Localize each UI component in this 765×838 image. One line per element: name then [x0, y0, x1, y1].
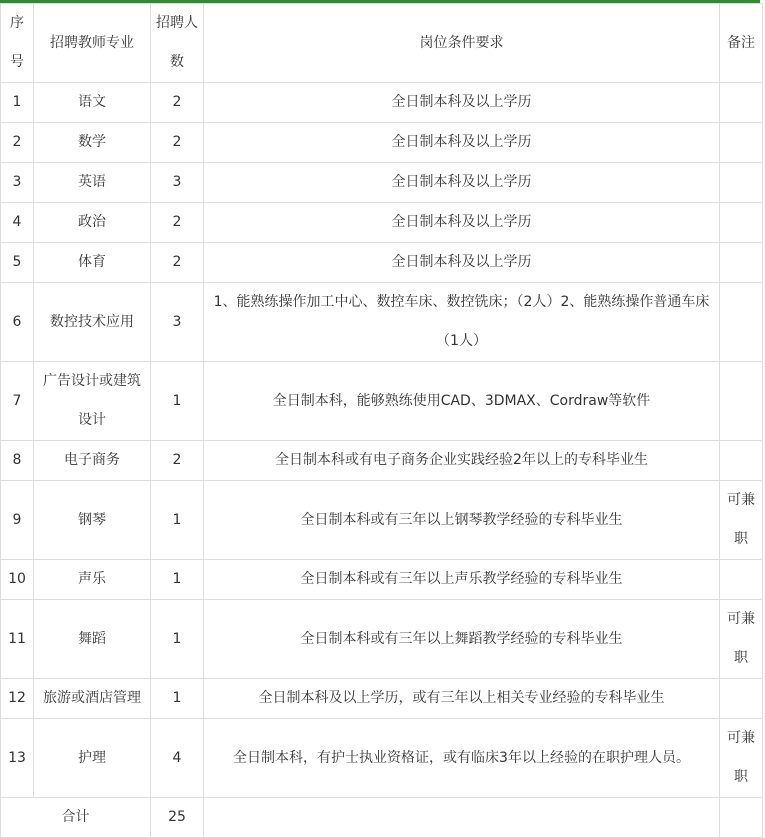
cell-count: 1 — [151, 679, 204, 719]
cell-requirements: 全日制本科及以上学历 — [204, 123, 720, 163]
table-row — [1, 481, 763, 560]
cell-count: 2 — [151, 123, 204, 163]
cell-count: 1 — [151, 481, 204, 560]
cell-requirements: 全日制本科或有三年以上声乐教学经验的专科毕业生 — [204, 560, 720, 600]
cell-requirements: 全日制本科及以上学历 — [204, 83, 720, 123]
cell-note — [720, 123, 763, 163]
cell-major: 电子商务 — [34, 441, 151, 481]
table-row — [1, 163, 763, 203]
cell-count: 3 — [151, 163, 204, 203]
cell-requirements: 全日制本科或有三年以上钢琴教学经验的专科毕业生 — [204, 481, 720, 560]
cell-note — [720, 83, 763, 123]
table-row — [1, 243, 763, 283]
cell-count: 2 — [151, 203, 204, 243]
table-row — [1, 203, 763, 243]
cell-major: 舞蹈 — [34, 600, 151, 679]
cell-no: 8 — [1, 441, 34, 481]
cell-major: 体育 — [34, 243, 151, 283]
cell-major: 英语 — [34, 163, 151, 203]
cell-no: 3 — [1, 163, 34, 203]
cell-note — [720, 560, 763, 600]
cell-no: 7 — [1, 362, 34, 441]
cell-note — [720, 243, 763, 283]
cell-no: 4 — [1, 203, 34, 243]
cell-major: 数控技术应用 — [34, 283, 151, 362]
cell-note — [720, 679, 763, 719]
cell-note — [720, 163, 763, 203]
header-major: 招聘教师专业 — [34, 4, 151, 83]
total-count: 25 — [151, 798, 204, 838]
table-row — [1, 441, 763, 481]
table-row — [1, 560, 763, 600]
cell-no: 10 — [1, 560, 34, 600]
cell-count: 2 — [151, 441, 204, 481]
table-row — [1, 283, 763, 362]
header-count: 招聘人数 — [151, 4, 204, 83]
table-row — [1, 123, 763, 163]
table-row — [1, 600, 763, 679]
total-label: 合计 — [1, 798, 151, 838]
cell-requirements: 全日制本科及以上学历 — [204, 203, 720, 243]
cell-major: 数学 — [34, 123, 151, 163]
cell-major: 语文 — [34, 83, 151, 123]
cell-count: 1 — [151, 362, 204, 441]
cell-requirements: 全日制本科，有护士执业资格证，或有临床3年以上经验的在职护理人员。 — [204, 719, 720, 798]
cell-major: 钢琴 — [34, 481, 151, 560]
cell-major: 广告设计或建筑设计 — [34, 362, 151, 441]
cell-no: 2 — [1, 123, 34, 163]
cell-no: 9 — [1, 481, 34, 560]
cell-major: 政治 — [34, 203, 151, 243]
cell-note: 可兼职 — [720, 600, 763, 679]
cell-count: 3 — [151, 283, 204, 362]
cell-no: 12 — [1, 679, 34, 719]
recruitment-table — [0, 3, 763, 838]
table-row — [1, 83, 763, 123]
header-requirements: 岗位条件要求 — [204, 4, 720, 83]
cell-no: 11 — [1, 600, 34, 679]
cell-no: 13 — [1, 719, 34, 798]
cell-no: 1 — [1, 83, 34, 123]
cell-requirements: 全日制本科及以上学历 — [204, 243, 720, 283]
table-header-row — [1, 4, 763, 83]
cell-requirements: 全日制本科，能够熟练使用CAD、3DMAX、Cordraw等软件 — [204, 362, 720, 441]
cell-requirements: 全日制本科及以上学历，或有三年以上相关专业经验的专科毕业生 — [204, 679, 720, 719]
cell-no: 6 — [1, 283, 34, 362]
cell-count: 4 — [151, 719, 204, 798]
table-row — [1, 719, 763, 798]
table-row — [1, 362, 763, 441]
cell-note: 可兼职 — [720, 481, 763, 560]
header-no: 序号 — [1, 4, 34, 83]
cell-note — [720, 362, 763, 441]
cell-note — [720, 203, 763, 243]
cell-major: 护理 — [34, 719, 151, 798]
cell-note: 可兼职 — [720, 719, 763, 798]
cell-major: 声乐 — [34, 560, 151, 600]
cell-count: 1 — [151, 560, 204, 600]
cell-no: 5 — [1, 243, 34, 283]
header-note: 备注 — [720, 4, 763, 83]
cell-note — [720, 283, 763, 362]
table-row — [1, 679, 763, 719]
cell-count: 1 — [151, 600, 204, 679]
cell-count: 2 — [151, 83, 204, 123]
cell-requirements: 全日制本科及以上学历 — [204, 163, 720, 203]
cell-requirements: 全日制本科或有电子商务企业实践经验2年以上的专科毕业生 — [204, 441, 720, 481]
cell-requirements: 1、能熟练操作加工中心、数控车床、数控铣床；（2人）2、能熟练操作普通车床（1人） — [204, 283, 720, 362]
cell-note — [720, 441, 763, 481]
cell-requirements: 全日制本科或有三年以上舞蹈教学经验的专科毕业生 — [204, 600, 720, 679]
cell-count: 2 — [151, 243, 204, 283]
cell-major: 旅游或酒店管理 — [34, 679, 151, 719]
